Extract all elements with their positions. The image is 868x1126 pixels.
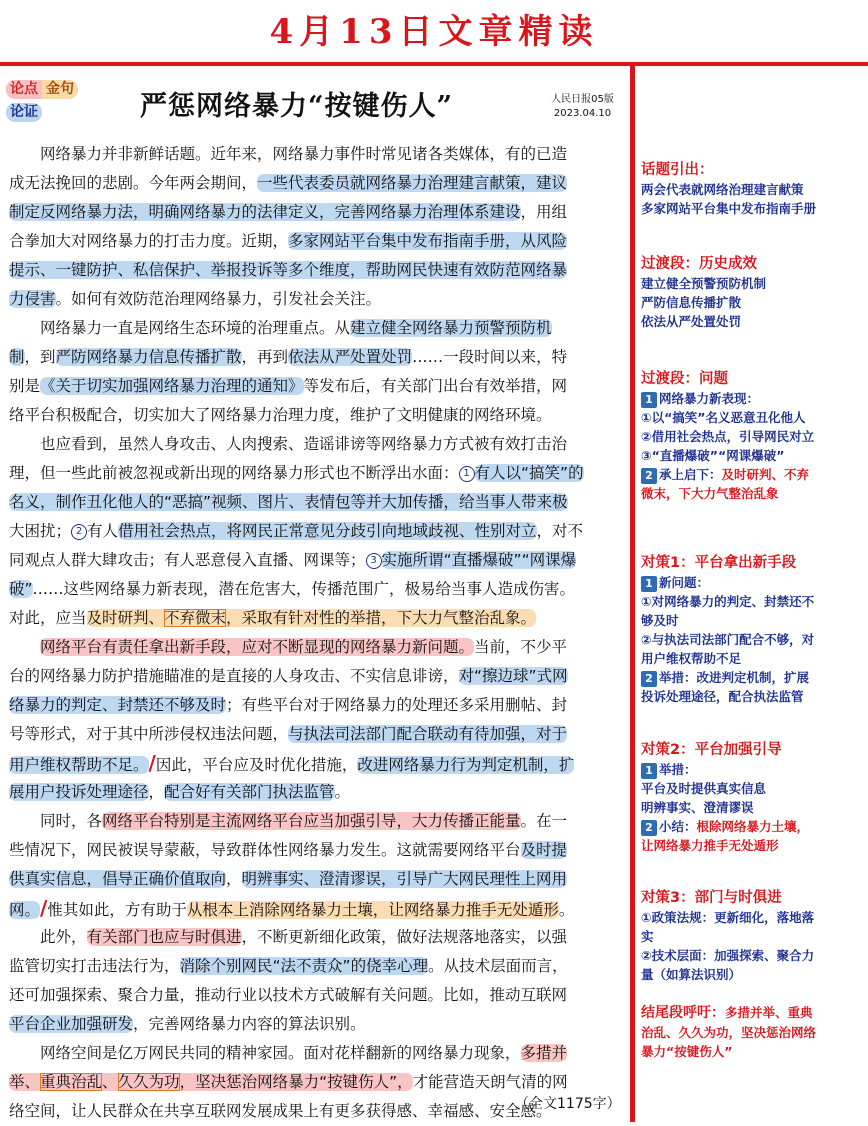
text-line	[9, 575, 630, 604]
text-line	[9, 807, 630, 836]
square-number: 2	[641, 671, 657, 687]
text: 、	[102, 1073, 118, 1091]
text-line	[9, 285, 630, 314]
text: 新问题：	[659, 575, 710, 590]
legend-lunzheng: 论证	[6, 103, 42, 122]
text-line	[9, 691, 630, 720]
thesis-highlight: 网络平台有责任拿出新手段，应对不断显现的网络暴力新问题。	[40, 638, 475, 656]
text: 惟其如此，方有助于	[47, 901, 187, 919]
note-emphasis: 及时研判、不弃	[721, 467, 810, 482]
source-date: 2023.04.10	[553, 108, 612, 119]
note-text: 用户维权帮助不足	[641, 651, 742, 666]
text: 理，但一些此前被忽视或新出现的网络暴力形式也不断浮出水面：	[9, 464, 459, 482]
argument-highlight: 网。	[9, 901, 41, 919]
argument-highlight: 依法从严处置处罚	[288, 348, 413, 366]
golden-sentence-highlight	[87, 609, 537, 627]
note-text	[641, 389, 866, 408]
note-text	[641, 573, 866, 592]
text: 举措：改进判定机制，扩展	[659, 670, 810, 685]
thesis-highlight	[9, 1073, 413, 1091]
divider-mark: /	[40, 896, 48, 920]
text: ，不断更新细化政策，做好法规落地落实，以强	[241, 928, 568, 946]
argument-highlight: 与执法司法部门配合联动有待加强，对于	[288, 725, 568, 743]
note-transition-history	[641, 254, 866, 331]
text-line	[9, 604, 630, 633]
note-text: ②技术层面：加强探索、聚合力	[641, 948, 815, 963]
argument-highlight: 供真实信息，倡导正确价值取向	[9, 870, 227, 888]
text: 此外，	[40, 928, 87, 946]
thesis-highlight: 网络平台特别是主流网络平台应当加强引导，大力传播正能量	[102, 812, 521, 830]
text: 。	[334, 783, 351, 801]
argument-highlight: 力侵害	[9, 290, 56, 308]
text: 举、	[9, 1073, 41, 1091]
text-line	[9, 372, 630, 401]
text-line	[9, 633, 630, 662]
argument-highlight: 用户维权帮助不足。	[9, 756, 149, 774]
note-text: 两会代表就网络治理建言献策	[641, 182, 804, 197]
text: 别是	[9, 377, 41, 395]
note-strategy-1	[641, 553, 866, 706]
article-source	[540, 93, 625, 121]
text-line	[9, 778, 630, 807]
text-line	[9, 488, 630, 517]
note-text: ①以“搞笑”名义恶意丑化他人	[641, 410, 806, 425]
text: ，坚决惩治网络暴力“按键伤人”，	[179, 1073, 413, 1091]
legend-lundian: 论点	[6, 80, 42, 99]
text-line	[9, 1039, 630, 1068]
text: ，到	[24, 348, 56, 366]
argument-highlight: 明辨事实、澄清谬误，引导广大网民理性上网用	[241, 870, 568, 888]
note-transition-problem	[641, 369, 866, 503]
text-line	[9, 517, 630, 546]
text: 。	[558, 901, 575, 919]
text: ，再到	[241, 348, 289, 366]
title-divider	[0, 62, 868, 66]
text-line	[9, 865, 630, 894]
text-line	[9, 198, 630, 227]
page-title: 4月13日文章精读	[269, 12, 599, 52]
text: ，用组	[520, 203, 568, 221]
text: 承上启下：	[659, 467, 722, 482]
text: 些情况下，网民被误导蒙蔽，导致群体性网络暴力发生。这就需要网络平台	[9, 841, 521, 859]
article-title: 严惩网络暴力“按键伤人”	[140, 91, 454, 122]
text: ……这些网络暴力新表现，潜在危害大，传播范围广，极易给当事人造成伤害。	[32, 580, 576, 598]
note-text: 建立健全预警预防机制	[641, 276, 767, 291]
note-text: 明辨事实、澄清谬误	[641, 800, 754, 815]
note-text: 多家网站平台集中发布指南手册	[641, 201, 817, 216]
note-heading: 结尾段呼吁：	[641, 1005, 725, 1021]
text: 同时，各	[40, 812, 103, 830]
text-line	[9, 430, 630, 459]
square-number: 1	[641, 576, 657, 592]
text: ，采取有针对性的举措，下大力气整治乱象。	[226, 609, 537, 627]
legend-row-2	[6, 103, 42, 122]
argument-highlight: 络暴力的判定、封禁还不够及时	[9, 696, 227, 714]
note-heading: 过渡段：问题	[641, 371, 728, 387]
note-emphasis: 治乱、久久为功，坚决惩治网络	[641, 1025, 817, 1040]
circled-number: 3	[366, 553, 382, 569]
text: 对此，应当	[9, 609, 87, 627]
note-text: ②借用社会热点，引导网民对立	[641, 429, 815, 444]
text: 合拳加大对网络暴力的打击力度。近期，	[9, 232, 289, 250]
text: 络空间，让人民群众在共享互联网发展成果上有更多获得感、幸福感、安全感。	[9, 1102, 552, 1120]
text-line	[9, 169, 630, 198]
key-phrase-box: 久久为功	[117, 1073, 180, 1091]
square-number: 1	[641, 763, 657, 779]
argument-highlight: 改进网络暴力行为判定机制，扩	[357, 756, 575, 774]
text-line	[9, 662, 630, 691]
text-line	[9, 227, 630, 256]
argument-highlight: 名义，制作丑化他人的“恶搞”视频、图片、表情包等并大加传播，给当事人带来极	[9, 493, 568, 511]
argument-highlight: 及时提	[520, 841, 568, 859]
text: 网络暴力新表现：	[659, 391, 760, 406]
note-text	[641, 465, 866, 484]
divider-mark: /	[148, 751, 156, 775]
note-heading: 对策3：部门与时俱进	[641, 890, 782, 906]
source-name: 人民日报05版	[551, 94, 614, 105]
text-line	[9, 981, 630, 1010]
note-text	[641, 668, 866, 687]
text: 才能营造天朗气清的网	[412, 1073, 568, 1091]
note-text: 依法从严处置处罚	[641, 314, 742, 329]
argument-highlight: 《关于切实加强网络暴力治理的通知》	[40, 377, 304, 395]
text-line	[9, 546, 630, 575]
argument-highlight: 制	[9, 348, 25, 366]
text-line	[9, 140, 630, 169]
note-text: 够及时	[641, 613, 679, 628]
text-line	[9, 256, 630, 285]
text: ；有些平台对于网络暴力的处理还多采用删帖、封	[226, 696, 568, 714]
note-heading: 对策2：平台加强引导	[641, 742, 782, 758]
text-line	[9, 314, 630, 343]
text: 等发布后，有关部门出台有效举措，网	[303, 377, 568, 395]
note-strategy-3	[641, 888, 866, 984]
text-line	[9, 401, 630, 430]
article-body	[9, 140, 630, 1126]
note-heading: 过渡段：历史成效	[641, 256, 757, 272]
text: 还可加强探索、聚合力量，推动行业以技术方式破解有关问题。比如，推动互联网	[9, 986, 568, 1004]
text: 络平台积极配合，切实加大了网络暴力治理力度，维护了文明健康的网络环境。	[9, 406, 552, 424]
note-text	[641, 817, 866, 836]
side-divider	[630, 66, 635, 1122]
text: 同观点人群大肆攻击；有人恶意侵入直播、网课等；	[9, 551, 366, 569]
note-text: 实	[641, 929, 654, 944]
note-strategy-2	[641, 740, 866, 855]
text: 也应看到，虽然人身攻击、人肉搜索、造谣诽谤等网络暴力方式被有效打击治	[40, 435, 568, 453]
square-number: 2	[641, 820, 657, 836]
text-line	[9, 1010, 630, 1039]
argument-highlight: 有人以“搞笑”的	[474, 464, 584, 482]
argument-highlight: 借用社会热点，将网民正常意见分歧引向地域歧视、性别对立	[118, 522, 537, 540]
text: ……一段时间以来，特	[412, 348, 568, 366]
argument-highlight: 建立健全网络暴力预警预防机	[350, 319, 552, 337]
legend-row-1	[6, 80, 78, 99]
text-line	[9, 343, 630, 372]
text: 号等形式，对于其中所涉侵权违法问题，	[9, 725, 289, 743]
argument-highlight: 平台企业加强研发	[9, 1015, 134, 1033]
text: ，完善网络暴力内容的算法识别。	[133, 1015, 366, 1033]
note-text: ①对网络暴力的判定、封禁还不	[641, 594, 815, 609]
text-line	[9, 459, 630, 488]
note-topic-intro	[641, 160, 866, 218]
circled-number: 1	[459, 466, 475, 482]
argument-highlight: 消除个别网民“法不责众”的侥幸心理	[179, 957, 429, 975]
text: 当前，不少平	[474, 638, 568, 656]
note-emphasis: 让网络暴力推手无处遁形	[641, 838, 779, 853]
text: 。在一	[520, 812, 568, 830]
argument-highlight: 对“擦边球”式网	[458, 667, 568, 685]
text: 有人	[87, 522, 119, 540]
text: 。如何有效防范治理网络暴力，引发社会关注。	[55, 290, 382, 308]
note-emphasis: 暴力“按键伤人”	[641, 1044, 733, 1059]
text: 台的网络暴力防护措施瞄准的是直接的人身攻击、不实信息诽谤，	[9, 667, 459, 685]
text-line	[9, 836, 630, 865]
circled-number: 2	[71, 524, 87, 540]
text-line	[9, 720, 630, 749]
text: 监管切实打击违法行为，	[9, 957, 180, 975]
text: 网络暴力并非新鲜话题。近年来，网络暴力事件时常见诸各类媒体，有的已造	[40, 145, 568, 163]
note-text: ②与执法司法部门配合不够，对	[641, 632, 815, 647]
note-text	[641, 760, 866, 779]
text: ，对不	[536, 522, 584, 540]
note-text: 严防信息传播扩散	[641, 295, 742, 310]
note-emphasis: 微末，下大力气整治乱象	[641, 486, 779, 501]
thesis-highlight: 有关部门也应与时俱进	[86, 928, 242, 946]
argument-highlight: 展用户投诉处理途径	[9, 783, 149, 801]
argument-highlight: 配合好有关部门执法监管	[164, 783, 335, 801]
text: ，	[226, 870, 242, 888]
argument-highlight: 制定反网络暴力法，明确网络暴力的法律定义，完善网络暴力治理体系建设	[9, 203, 521, 221]
text-line	[9, 749, 630, 778]
text: 成无法挽回的悲剧。今年两会期间，	[9, 174, 258, 192]
note-heading: 话题引出：	[641, 162, 714, 178]
note-text: 平台及时提供真实信息	[641, 781, 767, 796]
text: 网络暴力一直是网络生态环境的治理重点。从	[40, 319, 351, 337]
text-line	[9, 894, 630, 923]
text: 因此，平台应及时优化措施，	[155, 756, 358, 774]
argument-highlight: 提示、一键防护、私信保护、举报投诉等多个维度，帮助网民快速有效防范网络暴	[9, 261, 568, 279]
thesis-highlight: 多措并	[520, 1044, 568, 1062]
text: ，	[148, 783, 165, 801]
argument-highlight: 一些代表委员就网络暴力治理建言献策，建议	[257, 174, 568, 192]
text: 小结：	[659, 819, 697, 834]
key-phrase-box: 不弃微末	[164, 609, 227, 627]
note-emphasis: 根除网络暴力土壤，	[696, 819, 810, 834]
text: 大困扰；	[9, 522, 72, 540]
text-line	[9, 923, 630, 952]
text: 网络空间是亿万网民共同的精神家园。面对花样翻新的网络暴力现象，	[40, 1044, 521, 1062]
argument-highlight: 多家网站平台集中发布指南手册，从风险	[288, 232, 568, 250]
note-text: ③“直播爆破”“网课爆破”	[641, 448, 785, 463]
note-conclusion	[641, 1003, 866, 1061]
note-text: ①政策法规：更新细化，落地落	[641, 910, 815, 925]
note-heading: 对策1：平台拿出新手段	[641, 555, 797, 571]
text: 及时研判、	[86, 609, 165, 627]
golden-sentence-highlight: 从根本上消除网络暴力土壤，让网络暴力推手无处遁形	[186, 901, 559, 919]
argument-highlight: 严防网络暴力信息传播扩散	[55, 348, 242, 366]
note-text: 投诉处理途径，配合执法监管	[641, 689, 804, 704]
word-count: （全文1175字）	[515, 1096, 621, 1112]
note-emphasis: 多措并举、重典	[725, 1005, 813, 1020]
key-phrase-box: 重典治乱	[40, 1073, 103, 1091]
argument-highlight: 破”	[9, 580, 33, 598]
text-line	[9, 952, 630, 981]
note-text: 量（如算法识别）	[641, 967, 742, 982]
square-number: 1	[641, 392, 657, 408]
argument-highlight: 实施所谓“直播爆破”“网课爆	[381, 551, 577, 569]
square-number: 2	[641, 468, 657, 484]
legend-jinju: 金句	[42, 80, 78, 99]
text: 举措：	[659, 762, 697, 777]
note-text	[641, 1003, 866, 1023]
text: 。从技术层面而言，	[428, 957, 568, 975]
